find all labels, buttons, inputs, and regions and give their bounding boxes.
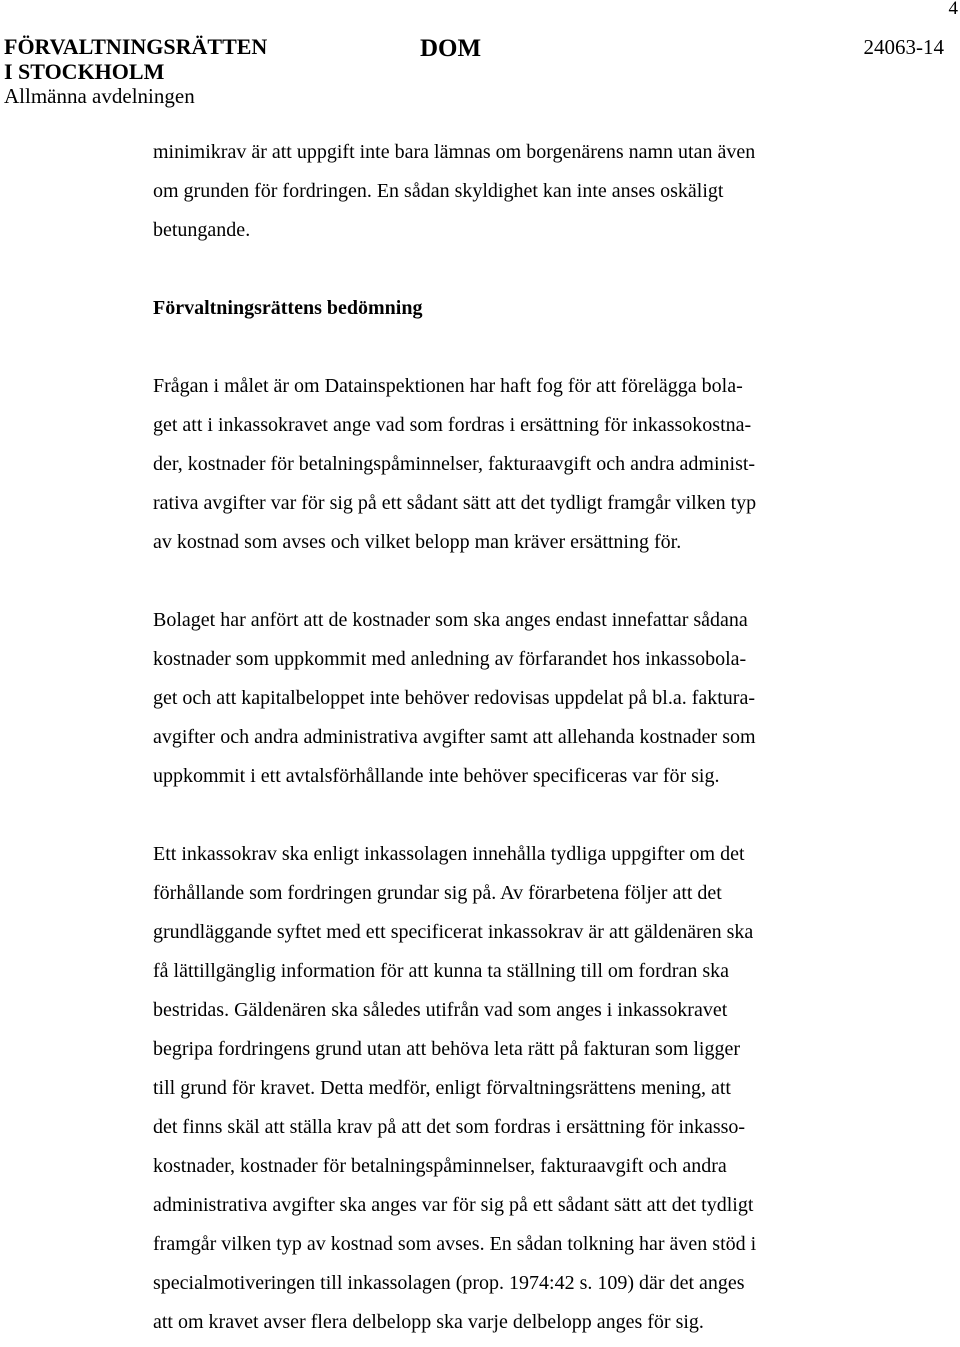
court-name: FÖRVALTNINGSRÄTTEN I STOCKHOLM	[4, 34, 268, 84]
case-number: 24063-14	[863, 35, 944, 59]
court-header	[4, 34, 324, 109]
intro-paragraph: minimikrav är att uppgift inte bara lämnas om borgenärens namn utan även om grunden för fordringen. En sådan skyldighet kan inte anses oskäligt betungande.	[153, 141, 756, 241]
page-number: 4	[948, 0, 958, 19]
document-body	[153, 133, 843, 1342]
paragraph: Bolaget har anfört att de kostnader som ska anges endast innefattar sådana kostnader som uppkommit med anledning av förfarandet hos inkassobola- get och att kapitalbeloppet inte behöver redovisas uppdelat på bl.a. faktura- avgifter och andra administrativa avgifter samt att allehanda kostnader som uppkommit i ett avtalsförhållande inte behöver specificeras var för sig.	[153, 609, 756, 787]
document-type: DOM	[420, 35, 482, 62]
court-division: Allmänna avdelningen	[4, 84, 195, 108]
paragraph: Ett inkassokrav ska enligt inkassolagen innehålla tydliga uppgifter om det förhållande som fordringen grundar sig på. Av förarbetena följer att det grundläggande syftet med ett specificerat inkassokrav är att gäldenären ska få lättillgänglig information för att kunna ta ställning till om fordran ska bestridas. Gäldenären ska således utifrån vad som anges i inkassokravet begripa fordringens grund utan att behöva leta rätt på fakturan som ligger till grund för kravet. Detta medför, enligt förvaltningsrättens mening, att det finns skäl att ställa krav på att det som fordras i ersättning för inkasso- kostnader, kostnader för betalningspåminnelser, fakturaavgift och andra administrativa avgifter ska anges var för sig på ett sådant sätt att det tydligt framgår vilken typ av kostnad som avses. En sådan tolkning har även stöd i specialmotiveringen till inkassolagen (prop. 1974:42 s. 109) där det anges att om kravet avser flera delbelopp ska varje delbelopp anges för sig.	[153, 843, 757, 1333]
paragraph: Frågan i målet är om Datainspektionen har haft fog för att förelägga bola- get att i inkassokravet ange vad som fordras i ersättning för inkassokostna- der, kostnader för betalningspåminnelser, fakturaavgift och andra administ- rativa avgifter var för sig på ett sådant sätt att det tydligt framgår vilken typ av kostnad som avses och vilket belopp man kräver ersättning för.	[153, 375, 757, 553]
section-heading: Förvaltningsrättens bedömning	[153, 297, 423, 319]
